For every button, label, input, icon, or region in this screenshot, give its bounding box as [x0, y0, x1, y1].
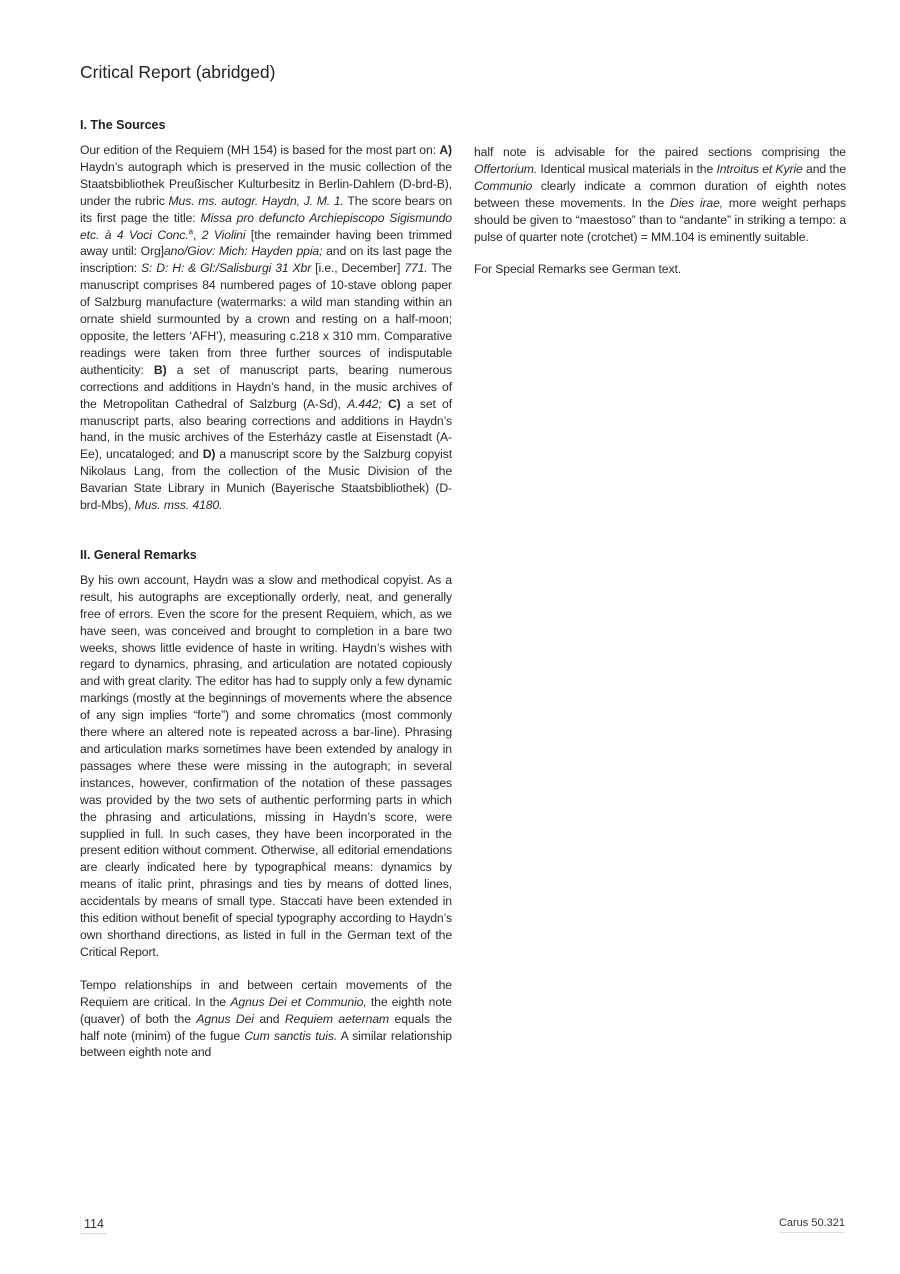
- paragraph-special-remarks: [474, 261, 846, 278]
- text-run: [i.e., December]: [311, 261, 405, 276]
- text-run: A.442;: [347, 396, 382, 411]
- paragraph-tempo-continued: [474, 144, 846, 245]
- section-sources: [80, 118, 452, 514]
- section-general-remarks: [80, 548, 452, 1061]
- text-run: Agnus Dei et Communio,: [230, 994, 367, 1009]
- text-run: B): [153, 362, 167, 377]
- text-run: Tempo relationships in and between certain movements of the Requiem are critical. In the: [80, 977, 452, 1009]
- section-heading-general-remarks: II. General Remarks: [80, 547, 197, 562]
- text-run: S: D: H: & Gl:/Salisburgi 31 Xbr: [141, 261, 312, 276]
- text-run: a set of manuscript parts, also bearing corrections and additions in Haydn’s hand, in the music archives of the Esterházy castle at Eisenstadt (A-Ee), uncataloged; and: [80, 396, 452, 462]
- text-run: For Special Remarks see German text.: [474, 262, 682, 277]
- text-run: a set of manuscript parts, bearing numerous corrections and additions in Haydn’s hand, in the music archives of the Metropolitan Cathedral of Salzburg (A-Sd),: [80, 362, 452, 411]
- page-title: Critical Report (abridged): [80, 62, 276, 82]
- text-run: a manuscript score by the Salzburg copyist Nikolaus Lang, from the collection of the Music Division of the Bavarian State Library in Munich (Bayerische Staatsbibliothek) (D-brd-Mbs),: [80, 447, 453, 513]
- text-run: Offertorium.: [474, 161, 538, 176]
- text-run: [the remainder having been trimmed away until: Org]: [80, 227, 452, 259]
- text-run: a: [188, 226, 193, 236]
- text-run: The manuscript comprises 84 numbered pages of 10-stave oblong paper of Salzburg manufacture (watermarks: a wild man standing within an ornate shield surmounted by a crown and resting on a half-moon; opposite, the letters ‘AFH’), measuring c.218 x 310 mm. Comparative readings were taken from three further sources of indisputable authenticity:: [80, 261, 452, 377]
- text-run: Introitus et Kyrie: [716, 161, 803, 176]
- text-run: and: [253, 1011, 285, 1026]
- text-run: Haydn’s autograph which is preserved in the music collection of the Staatsbibliothek Preußischer Kulturbesitz in Berlin-Dahlem (D-brd-B), under the rubric: [80, 159, 452, 208]
- text-run: Dies irae,: [670, 195, 724, 210]
- publisher-reference: Carus 50.321: [779, 1217, 845, 1233]
- text-run: and the: [802, 161, 846, 176]
- text-run: ,: [192, 227, 202, 242]
- text-run: ano/Giov: Mich: Hayden ppia;: [163, 244, 323, 259]
- text-run: equals the half note (minim) of the fugue: [80, 1011, 452, 1043]
- text-run: Our edition of the Requiem (MH 154) is based for the most part on:: [80, 143, 440, 157]
- paragraph-general-remarks: [80, 572, 452, 961]
- text-run: Mus. mss. 4180.: [134, 498, 223, 513]
- text-run: Agnus Dei: [196, 1011, 254, 1026]
- text-run: clearly indicate a common duration of eighth notes between these movements. In the: [474, 178, 846, 210]
- text-run: Requiem aeternam: [284, 1011, 390, 1026]
- text-run: Identical musical materials in the: [537, 161, 717, 176]
- text-run: D): [202, 447, 216, 462]
- page-number: 114: [80, 1215, 107, 1234]
- text-run: By his own account, Haydn was a slow and methodical copyist. As a result, his autographs are exceptionally orderly, neat, and generally free of errors. Even the score for the present Requiem, which, as we have seen, was conceived and brought to completion in a bare two weeks, shows little evidence of haste in writing. Haydn’s wishes with regard to dynamics, phrasing, and articulation are notated copiously and with great clarity. The editor has had to supply only a few dynamic markings (mostly at the beginnings of movements where the absence of any sign implies “forte”) and some chromatics (most commonly there where an altered note is repeated across a bar-line). Phrasing and articulation marks sometimes have been extended by analogy in passages where these were missing in the autograph; in several instances, however, confirmation of the notation of these passages was provided by the two sets of authentic performing parts in which the phrasing and articulations, missing in Haydn’s score, were supplied in full. In such cases, they have been incorporated in the present edition without comment. Otherwise, all editorial emendations are clearly indicated here by typographical means: dynamics by means of italic print, phrasings and ties by means of dotted lines, accidentals by means of small type. Staccati have been extended in this edition without benefit of special typography according to Haydn’s own shorthand directions, as listed in full in the German text of the Critical Report.: [80, 572, 452, 959]
- text-run: Communio: [474, 178, 533, 193]
- text-run: C): [387, 396, 401, 411]
- text-run: The score bears on its first page the title:: [80, 193, 452, 225]
- text-run: 771.: [404, 261, 428, 276]
- text-run: A similar relationship between eighth note and: [80, 1028, 452, 1060]
- text-run: the eighth note (quaver) of both the: [80, 994, 452, 1026]
- text-run: Missa pro defuncto Archiepiscopo Sigismundo etc. à 4 Voci Conc.: [80, 210, 452, 242]
- text-run: half note is advisable for the paired sections comprising the: [474, 145, 846, 159]
- text-run: 2 Violini: [201, 227, 246, 242]
- paragraph-sources: [80, 142, 452, 514]
- text-run: Mus. ms. autogr. Haydn, J. M. 1.: [168, 193, 344, 208]
- text-run: A): [439, 143, 452, 157]
- left-column: [80, 118, 452, 1061]
- text-run: Cum sanctis tuis.: [244, 1028, 338, 1043]
- text-run: and on its last page the inscription:: [80, 244, 452, 276]
- section-heading-sources: I. The Sources: [80, 118, 166, 132]
- right-column: [474, 144, 846, 278]
- paragraph-tempo-relationships: [80, 977, 452, 1062]
- text-run: more weight perhaps should be given to “maestoso” than to “andante” in striking a tempo: a pulse of quarter note (crotchet) = MM.104 is eminently suitable.: [474, 195, 846, 244]
